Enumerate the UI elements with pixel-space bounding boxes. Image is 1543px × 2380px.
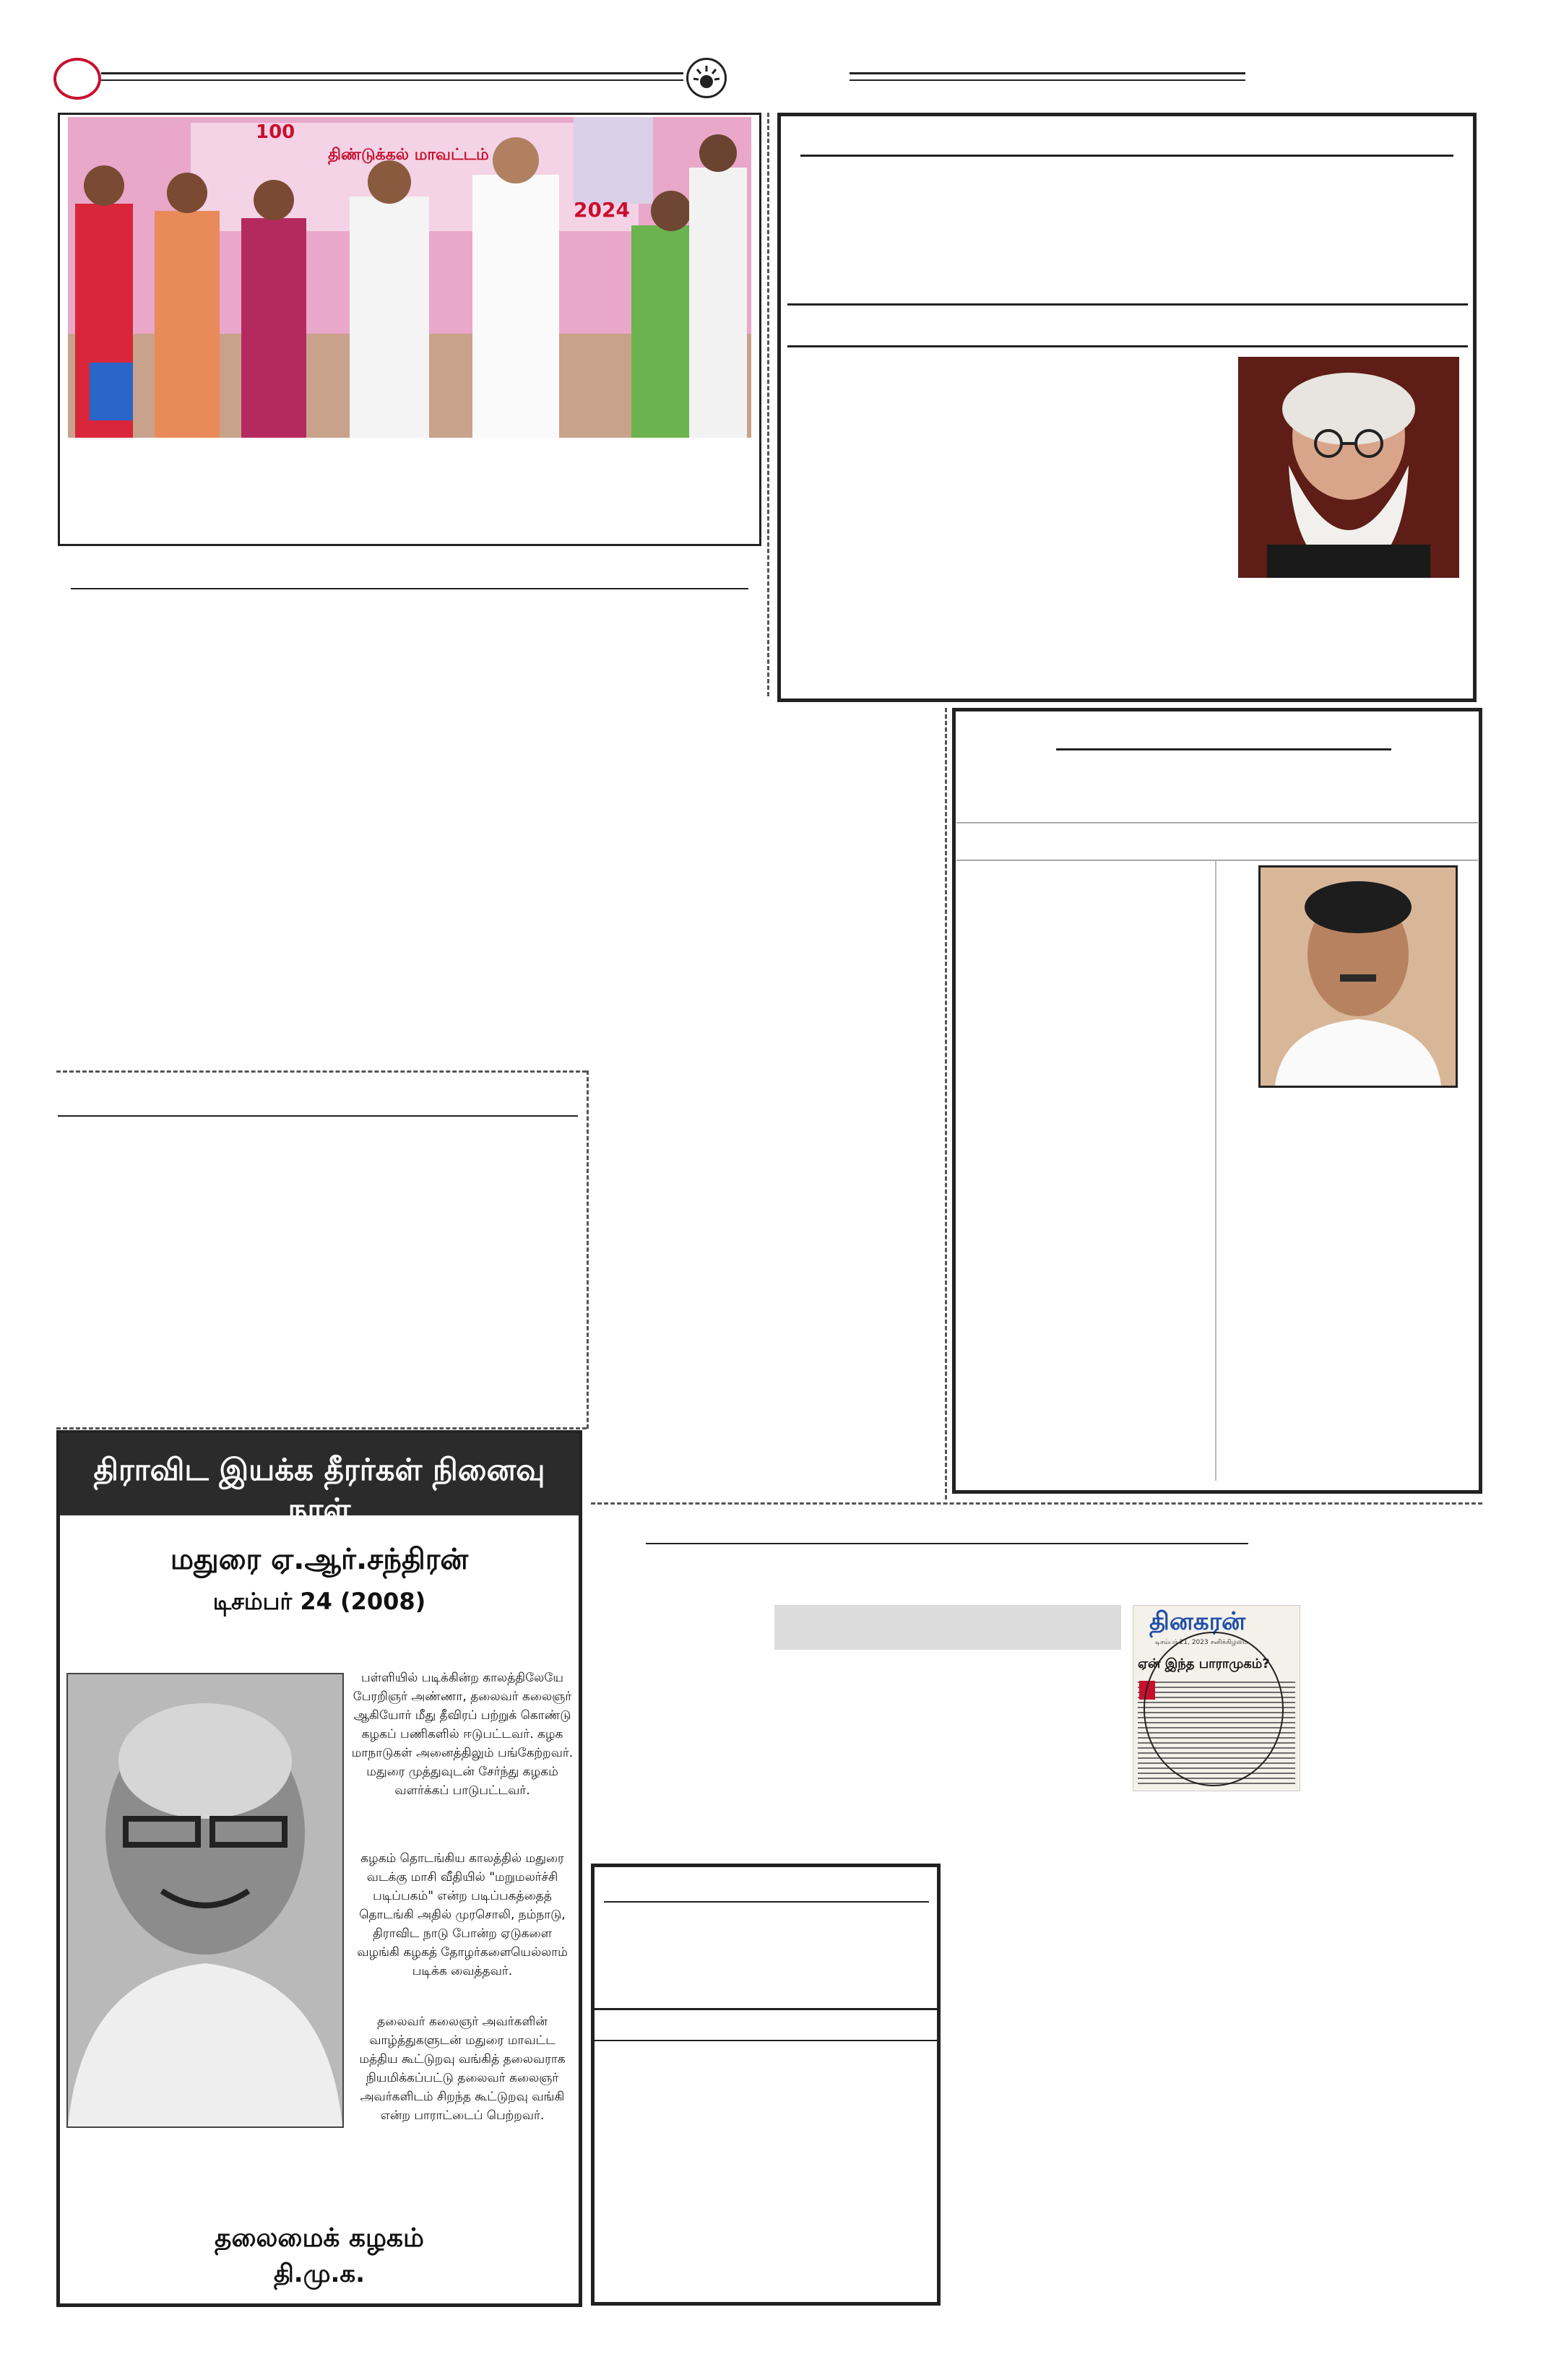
left-box-top-dash [56, 1070, 587, 1073]
clip-ring [1144, 1632, 1284, 1786]
memorial-footer-2: தி.மு.க. [273, 2259, 366, 2288]
masthead-rule-right-2 [850, 79, 1245, 81]
banner-year: 2024 [574, 198, 630, 222]
banner-badge: 100 [256, 121, 295, 143]
memorial-para-1: பள்ளியில் படிக்கின்ற காலத்திலேயே பேரறிஞர் அண்ணா, தலைவர் கலைஞர் ஆகியோர் மீது தீவிரப் பற்றுக் கொண்டு கழகப் பணிகளில் ஈடுபட்டவர். கழக மாநாடுகள் அனைத்திலும் பங்கேற்றவர். மதுரை முத்துவுடன் சேர்ந்து கழகம் வளர்க்கப் பாடுபட்டவர். [351, 1671, 574, 1798]
rule-below-photo [71, 588, 748, 589]
memorial-name: மதுரை ஏ.ஆர்.சந்திரன் [170, 1543, 469, 1576]
clip-headline: ஏன் இந்த பாராமுகம்? [1138, 1656, 1270, 1671]
memorial-para-3: தலைவர் கலைஞர் அவர்களின் வாழ்த்துகளுடன் மதுரை மாவட்ட மத்திய கூட்டுறவு வங்கித் தலைவராக நியமிக்கப்பட்டு தலைவர் கலைஞர் அவர்களிடம் சிறந்த கூட்டுறவு வங்கி என்ற பாராட்டைப் பெற்றவர். [359, 2015, 566, 2123]
left-box-right-dash [587, 1070, 589, 1429]
small-box-rule-2 [594, 2008, 938, 2010]
memorial-date: டிசம்பர் 24 (2008) [212, 1588, 426, 1615]
memorial-banner [59, 1433, 579, 1527]
clip-paper-name: தினகரன் [1149, 1607, 1246, 1636]
memorial-para-2: கழகம் தொடங்கிய காலத்தில் மதுரை வடக்கு மாசி வீதியில் "மறுமலர்ச்சி படிப்பகம்" என்ற படிப்பகத்தைத் தொடங்கி அதில் முரசொலி, நம்நாடு, திராவிட நாடு போன்ற ஏடுகளை வழங்கி கழகத் தோழர்களையெல்லாம் படிக்க வைத்தவர். [357, 1851, 568, 1978]
stalin-box-rule-3 [956, 860, 1478, 861]
masthead-rule-left [101, 72, 683, 74]
memorial-footer-1: தலைமைக் கழகம் [215, 2223, 424, 2253]
left-box-rule [58, 1115, 578, 1117]
dinakaran-clipping [1133, 1605, 1300, 1791]
column-divider-2 [945, 708, 947, 1500]
periyar-box-rule-3 [787, 345, 1468, 347]
memorial-banner-title: திராவிட இயக்க தீரர்கள் நினைவு நாள் [93, 1452, 545, 1527]
clip-highlight-bar [774, 1605, 1121, 1650]
periyar-box-rule-2 [787, 303, 1468, 306]
stalin-box-rule-2 [956, 822, 1478, 823]
small-box-rule-1 [604, 1901, 929, 1903]
column-divider-1 [767, 113, 769, 696]
rising-sun-emblem-icon [686, 58, 727, 98]
stalin-portrait [1258, 865, 1458, 1088]
stalin-box-rule-1 [1056, 748, 1391, 750]
page-number-badge [53, 58, 101, 100]
masthead-rule-right [850, 72, 1245, 74]
clip-section-rule [646, 1543, 1248, 1544]
left-box-bottom-dash [56, 1427, 587, 1429]
banner-district: திண்டுக்கல் மாவட்டம் [328, 146, 489, 164]
masthead-rule-left-2 [101, 79, 683, 81]
periyar-portrait [1238, 357, 1459, 578]
stalin-box-column-divider [1215, 861, 1216, 1481]
small-news-box [591, 1864, 941, 2306]
clip-date-line: டிசம்பர் 21, 2023 சனிக்கிழமை [1155, 1639, 1248, 1646]
group-event-photo [68, 117, 751, 438]
periyar-box-rule-1 [800, 155, 1453, 157]
stalin-bottom-dash [591, 1502, 1482, 1505]
chandran-portrait [66, 1673, 344, 2128]
small-box-rule-3 [594, 2040, 938, 2041]
stalin-box [952, 708, 1482, 1494]
